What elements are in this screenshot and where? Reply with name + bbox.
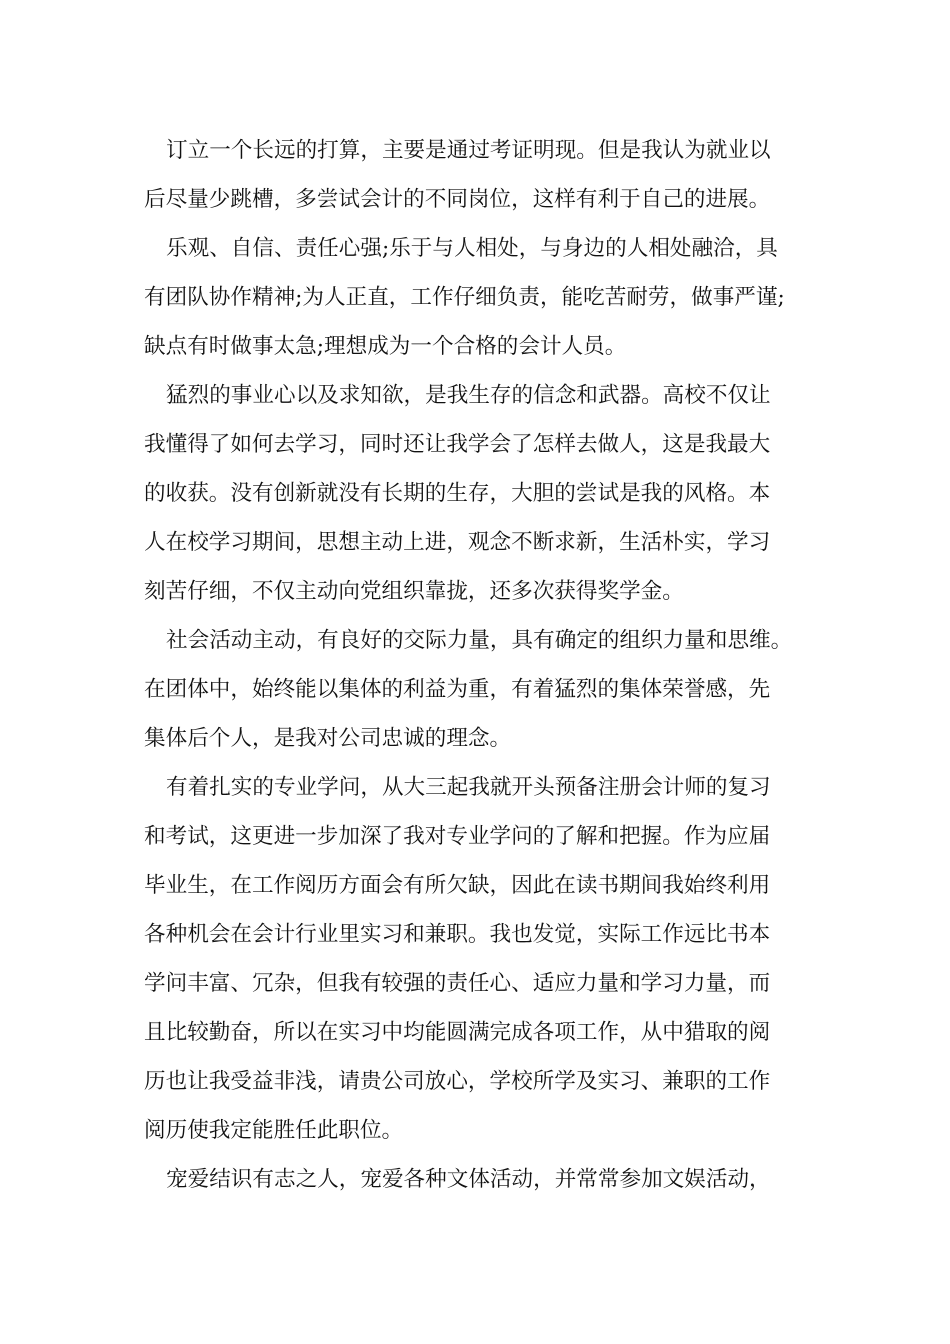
text-line: 人在校学习期间，思想主动上进，观念不断求新，生活朴实，学习 — [144, 530, 771, 555]
text-line: 宠爱结识有志之人，宠爱各种文体活动，并常常参加文娱活动， — [166, 1167, 771, 1192]
text-line: 阅历使我定能胜任此职位。 — [144, 1118, 404, 1143]
paragraph-ambition — [144, 371, 814, 616]
text-line: 社会活动主动，有良好的交际力量，具有确定的组织力量和思维。 — [166, 628, 793, 653]
text-line: 各种机会在会计行业里实习和兼职。我也发觉，实际工作远比书本 — [144, 922, 771, 947]
paragraph-social-activities — [144, 616, 814, 763]
text-line: 刻苦仔细，不仅主动向党组织靠拢，还多次获得奖学金。 — [144, 579, 684, 604]
document-body — [144, 126, 814, 1204]
paragraph-personality — [144, 224, 814, 371]
text-line: 猛烈的事业心以及求知欲，是我生存的信念和武器。高校不仅让 — [166, 383, 771, 408]
text-line: 在团体中，始终能以集体的利益为重，有着猛烈的集体荣誉感，先 — [144, 677, 771, 702]
text-line: 历也让我受益非浅，请贵公司放心，学校所学及实习、兼职的工作 — [144, 1069, 771, 1094]
paragraph-professional-knowledge — [144, 763, 814, 1155]
paragraph-hobbies — [144, 1155, 814, 1204]
text-line: 且比较勤奋，所以在实习中均能圆满完成各项工作，从中猎取的阅 — [144, 1020, 771, 1045]
text-line: 的收获。没有创新就没有长期的生存，大胆的尝试是我的风格。本 — [144, 481, 771, 506]
text-line: 乐观、自信、责任心强;乐于与人相处，与身边的人相处融洽，具 — [166, 236, 778, 261]
text-line: 毕业生，在工作阅历方面会有所欠缺，因此在读书期间我始终利用 — [144, 873, 771, 898]
paragraph-career-plan — [144, 126, 814, 224]
text-line: 有团队协作精神;为人正直，工作仔细负责，能吃苦耐劳，做事严谨; — [144, 285, 785, 310]
text-line: 集体后个人，是我对公司忠诚的理念。 — [144, 726, 512, 751]
text-line: 缺点有时做事太急;理想成为一个合格的会计人员。 — [144, 334, 627, 359]
text-line: 和考试，这更进一步加深了我对专业学问的了解和把握。作为应届 — [144, 824, 771, 849]
text-line: 后尽量少跳槽，多尝试会计的不同岗位，这样有利于自己的进展。 — [144, 187, 771, 212]
text-line: 我懂得了如何去学习，同时还让我学会了怎样去做人，这是我最大 — [144, 432, 771, 457]
text-line: 订立一个长远的打算，主要是通过考证明现。但是我认为就业以 — [166, 138, 771, 163]
text-line: 学问丰富、冗杂，但我有较强的责任心、适应力量和学习力量，而 — [144, 971, 771, 996]
text-line: 有着扎实的专业学问，从大三起我就开头预备注册会计师的复习 — [166, 775, 771, 800]
